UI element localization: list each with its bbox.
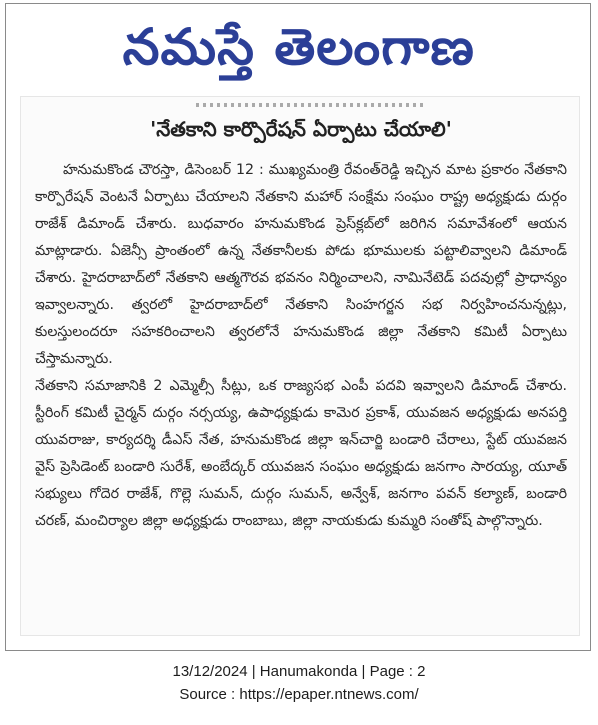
article-clipping: [20, 96, 580, 636]
page-footer: [0, 660, 598, 706]
footer-source-line: Source : https://epaper.ntnews.com/: [179, 686, 419, 703]
newspaper-logo: నమస్తే తెలంగాణ: [122, 18, 476, 76]
footer-date-line: 13/12/2024 | Hanumakonda | Page : 2: [172, 663, 426, 680]
clipping-edge-divider: [196, 103, 426, 107]
article-paragraph: హనుమకొండ చౌరస్తా, డిసెంబర్ 12 : ముఖ్యమంత్రి రేవంత్‌రెడ్డి ఇచ్చిన మాట ప్రకారం నేతకాని కార్పొరేషన్ వెంటనే ఏర్పాటు చేయాలని నేతకాని మహార్ సంక్షేమ సంఘం రాష్ట్ర అధ్యక్షుడు దుర్గం రాజేశ్ డిమాండ్ చేశారు. బుధవారం హనుమకొండ ప్రెస్‌క్లబ్‌లో జరిగిన సమావేశంలో ఆయన మాట్లాడారు. ఏజెన్సీ ప్రాంతంలో ఉన్న నేతకానీలకు పోడు భూములకు పట్టాలివ్వాలని డిమాండ్ చేశారు. హైదరాబాద్‌లో నేతకాని ఆత్మగౌరవ భవనం నిర్మించాలని, నామినేటెడ్ పదవుల్లో ప్రాధాన్యం ఇవ్వాలన్నారు. త్వరలో హైదరాబాద్‌లో నేతకాని సింహగర్జన సభ నిర్వహించనున్నట్లు, కులస్తులందరూ సహకరించాలని త్వరలోనే హనుమకొండ జిల్లా నేతకాని కమిటీ ఏర్పాటు చేస్తామన్నారు.: [35, 162, 567, 367]
article-paragraph: నేతకాని సమాజానికి 2 ఎమ్మెల్సీ సీట్లు, ఒక రాజ్యసభ ఎంపీ పదవి ఇవ్వాలని డిమాండ్ చేశారు. స్టీరింగ్ కమిటీ చైర్మన్ దుర్గం నర్సయ్య, ఉపాధ్యక్షుడు కామెర ప్రకాశ్, యువజన అధ్యక్షుడు అనపర్తి యువరాజు, కార్యదర్శి డీఎస్ నేత, హనుమకొండ జిల్లా ఇన్‌చార్జి బండారి చేరాలు, స్టేట్ యువజన వైస్ ప్రెసిడెంట్ బండారి సురేశ్, అంబేద్కర్ యువజన సంఘం అధ్యక్షుడు జనగాం సారయ్య, యూత్ సభ్యులు గోదెర రాజేశ్, గొల్లె సుమన్, దుర్గం సుమన్, అన్వేశ్, జనగాం పవన్ కల్యాణ్, బండారి చరణ్, మంచిర్యాల జిల్లా అధ్యక్షుడు రాంబాబు, జిల్లా నాయకుడు కుమ్మరి సంతోష్ పాల్గొన్నారు.: [35, 378, 567, 529]
masthead: [6, 8, 592, 86]
article-headline: 'నేతకాని కార్పొరేషన్ ఏర్పాటు చేయాలి': [150, 117, 452, 141]
clipping-frame: [5, 3, 591, 651]
article-body: [35, 157, 567, 535]
